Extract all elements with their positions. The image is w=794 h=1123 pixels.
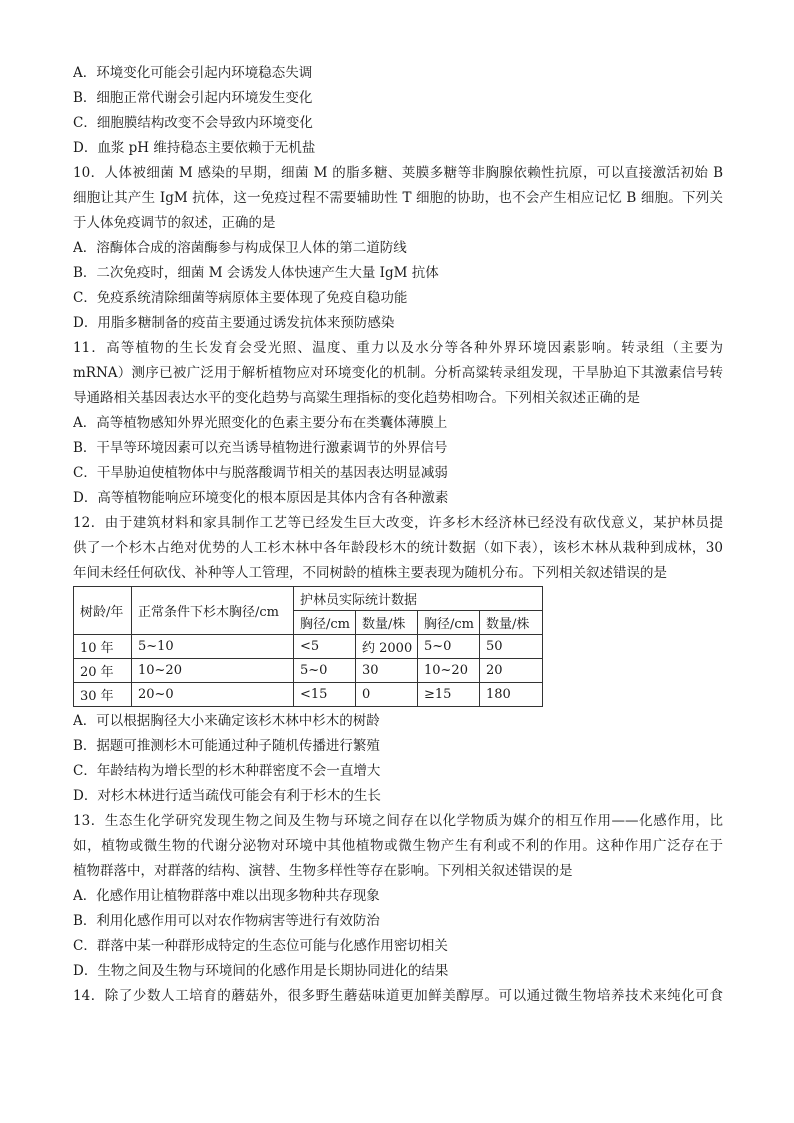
header-dbh-2: 胸径/cm: [418, 611, 480, 635]
q9-option-b: B．细胞正常代谢会引起内环境发生变化: [73, 90, 313, 106]
q10-option-d: D．用脂多糖制备的疫苗主要通过诱发抗体来预防感染: [73, 315, 395, 331]
q12-stem-line-3: 年间未经任何砍伐、补种等人工管理，不同树龄的植株主要表现为随机分布。下列相关叙述错误的是: [73, 565, 667, 581]
q9-option-d: D．血浆 pH 维持稳态主要依赖于无机盐: [73, 140, 316, 156]
table-cell: 30 年: [74, 683, 132, 707]
table-cell: <15: [294, 683, 356, 707]
q11-option-b: B．干旱等环境因素可以充当诱导植物进行激素调节的外界信号: [73, 440, 448, 456]
q12-option-a: A．可以根据胸径大小来确定该杉木林中杉木的树龄: [73, 713, 380, 729]
table-cell: 5~0: [294, 659, 356, 683]
q13-option-d: D．生物之间及生物与环境间的化感作用是长期协同进化的结果: [73, 963, 449, 979]
table-cell: 10 年: [74, 635, 132, 659]
table-cell: 20: [480, 659, 543, 683]
q13-option-c: C．群落中某一种群形成特定的生态位可能与化感作用密切相关: [73, 938, 448, 954]
header-count-2: 数量/株: [480, 611, 543, 635]
q14-stem-line-1: 14．除了少数人工培育的蘑菇外，很多野生蘑菇味道更加鲜美醇厚。可以通过微生物培养技术来纯化可食: [73, 988, 723, 1004]
table-cell: 0: [356, 683, 418, 707]
header-ranger-stats: 护林员实际统计数据: [294, 587, 543, 611]
q10-option-b: B．二次免疫时，细菌 M 会诱发人体快速产生大量 IgM 抗体: [73, 265, 439, 281]
q12-stem-line-2: 供了一个杉木占绝对优势的人工杉木林中各年龄段杉木的统计数据（如下表），该杉木林从栽种到成林，30: [73, 540, 723, 556]
header-tree-age: 树龄/年: [74, 587, 132, 635]
table-header-row: [74, 587, 543, 611]
q13-option-b: B．利用化感作用可以对农作物病害等进行有效防治: [73, 913, 380, 929]
q12-option-b: B．据题可推测杉木可能通过种子随机传播进行繁殖: [73, 738, 380, 754]
q13-stem-line-2: 如，植物或微生物的代谢分泌物对环境中其他植物或微生物产生有利或不利的作用。这种作用广泛存在于: [73, 838, 723, 854]
q13-stem-line-1: 13．生态生化学研究发现生物之间及生物与环境之间存在以化学物质为媒介的相互作用——化感作用，比: [73, 813, 723, 829]
table-cell: 30: [356, 659, 418, 683]
q12-option-c: C．年龄结构为增长型的杉木种群密度不会一直增大: [73, 763, 381, 779]
q12-stem-line-1: 12．由于建筑材料和家具制作工艺等已经发生巨大改变，许多杉木经济林已经没有砍伐意义，某护林员提: [73, 515, 723, 531]
q9-option-c: C．细胞膜结构改变不会导致内环境变化: [73, 115, 313, 131]
header-normal-dbh: 正常条件下杉木胸径/cm: [132, 587, 294, 635]
header-dbh-1: 胸径/cm: [294, 611, 356, 635]
table-row: [74, 635, 543, 659]
q13-stem-line-3: 植物群落中，对群落的结构、演替、生物多样性等存在影响。下列相关叙述错误的是: [73, 863, 573, 879]
table-cell: 5~0: [418, 635, 480, 659]
q10-stem-line-1: 10．人体被细菌 M 感染的早期，细菌 M 的脂多糖、荚膜多糖等非胸腺依赖性抗原，可以直接激活初始 B: [73, 165, 723, 181]
table-cell: 20 年: [74, 659, 132, 683]
q11-stem-line-1: 11．高等植物的生长发育会受光照、温度、重力以及水分等各种外界环境因素影响。转录组（主要为: [73, 340, 723, 356]
q10-option-c: C．免疫系统清除细菌等病原体主要体现了免疫自稳功能: [73, 290, 408, 306]
table-cell: 20~0: [132, 683, 294, 707]
q11-option-d: D．高等植物能响应环境变化的根本原因是其体内含有各种激素: [73, 490, 449, 506]
table-row: [74, 683, 543, 707]
q9-option-a: A．环境变化可能会引起内环境稳态失调: [73, 65, 313, 81]
q13-option-a: A．化感作用让植物群落中难以出现多物种共存现象: [73, 888, 380, 904]
table-row: [74, 659, 543, 683]
table-cell: 50: [480, 635, 543, 659]
q10-stem-line-3: 于人体免疫调节的叙述，正确的是: [73, 215, 276, 231]
table-cell: ≥15: [418, 683, 480, 707]
table-cell: 10~20: [418, 659, 480, 683]
q11-option-a: A．高等植物感知外界光照变化的色素主要分布在类囊体薄膜上: [73, 415, 448, 431]
table-cell: <5: [294, 635, 356, 659]
q11-option-c: C．干旱胁迫使植物体中与脱落酸调节相关的基因表达明显减弱: [73, 465, 448, 481]
table-cell: 180: [480, 683, 543, 707]
q10-option-a: A．溶酶体合成的溶菌酶参与构成保卫人体的第二道防线: [73, 240, 407, 256]
q10-stem-line-2: 细胞让其产生 IgM 抗体，这一免疫过程不需要辅助性 T 细胞的协助，也不会产生相应记忆 B 细胞。下列关: [73, 190, 723, 206]
q12-option-d: D．对杉木林进行适当疏伐可能会有利于杉木的生长: [73, 788, 381, 804]
q11-stem-line-2: mRNA）测序已被广泛用于解析植物应对环境变化的机制。分析高粱转录组发现，干旱胁迫下其激素信号转: [73, 365, 723, 381]
q11-stem-line-3: 导通路相关基因表达水平的变化趋势与高粱生理指标的变化趋势相吻合。下列相关叙述正确的是: [73, 390, 640, 406]
header-count-1: 数量/株: [356, 611, 418, 635]
table-cell: 5~10: [132, 635, 294, 659]
table-cell: 10~20: [132, 659, 294, 683]
tree-stats-table: [73, 586, 543, 707]
table-cell: 约 2000: [356, 635, 418, 659]
